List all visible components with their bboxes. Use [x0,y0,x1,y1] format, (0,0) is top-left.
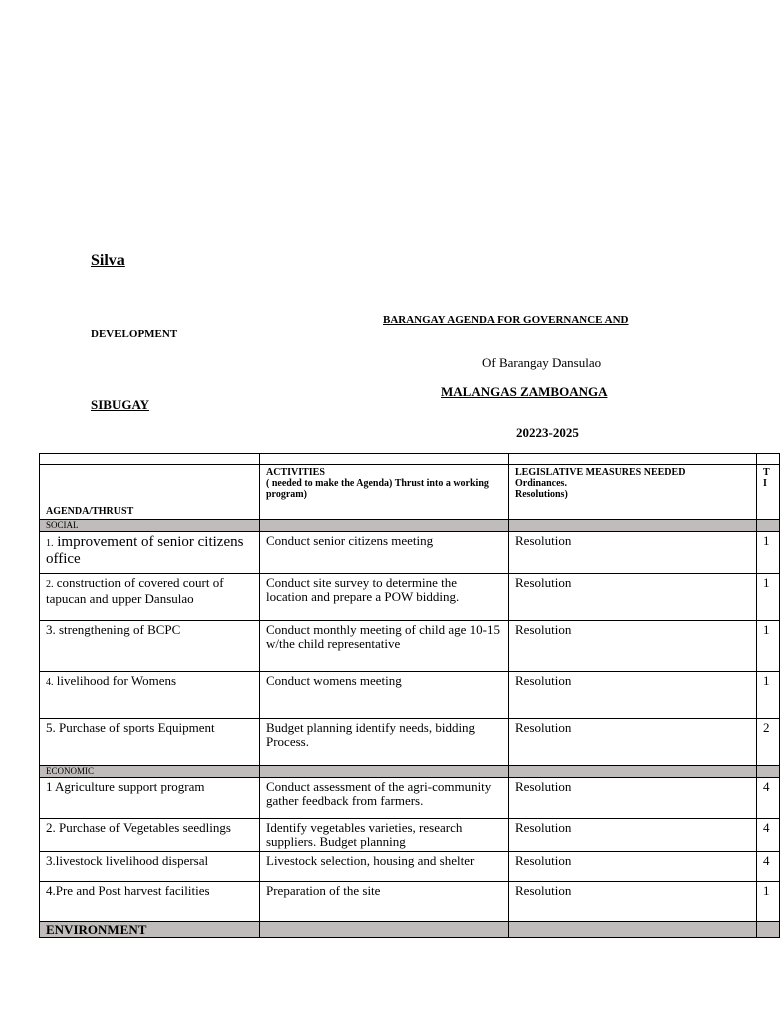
table-row [40,672,780,719]
section-cell [260,922,509,938]
agenda-cell [40,574,260,621]
activity-cell: Budget planning identify needs, bidding Process. [260,719,509,766]
header-legislative [509,465,757,520]
section-label: SOCIAL [40,520,260,532]
section-cell [509,520,757,532]
section-cell [757,766,780,778]
measure-cell: Resolution [509,574,757,621]
section-cell [757,922,780,938]
agenda-number: 4. [46,677,54,688]
activity-cell: Conduct womens meeting [260,672,509,719]
agenda-cell [40,882,260,922]
header-col4-partial2: I [763,478,767,489]
agenda-text: 3.livestock livelihood dispersal [46,853,209,868]
activity-cell: Preparation of the site [260,882,509,922]
agenda-table [39,453,780,938]
col4-cell: 1 [757,574,780,621]
location-line1: MALANGAS ZAMBOANGA [441,384,608,399]
agenda-cell [40,719,260,766]
agenda-cell [40,532,260,574]
header-activities-label: ACTIVITIES [266,467,325,478]
col4-cell: 4 [757,819,780,852]
agenda-text: 3. strengthening of BCPC [46,622,181,637]
table-row [40,532,780,574]
measure-cell: Resolution [509,819,757,852]
measure-cell: Resolution [509,621,757,672]
year-range: 20223-2025 [516,425,579,440]
table-spacer-row [40,454,780,465]
location-line2: SIBUGAY [91,397,150,412]
table-row [40,574,780,621]
measure-cell: Resolution [509,672,757,719]
section-cell [509,922,757,938]
table-row [40,621,780,672]
header-activities [260,465,509,520]
section-cell [509,766,757,778]
table-row [40,882,780,922]
activity-cell: Identify vegetables varieties, research suppliers. Budget planning [260,819,509,852]
agenda-text: 1 Agriculture support program [46,779,205,794]
measure-cell: Resolution [509,778,757,819]
section-row-economic [40,766,780,778]
section-row-social [40,520,780,532]
table-row [40,819,780,852]
header-col4 [757,465,780,520]
agenda-text: livelihood for Womens [53,673,177,688]
agenda-text: construction of covered court of tapucan and upper Dansulao [46,575,224,606]
agenda-cell [40,672,260,719]
agenda-cell [40,778,260,819]
measure-cell: Resolution [509,882,757,922]
agenda-text: 4.Pre and Post harvest facilities [46,883,210,898]
agenda-text: 2. Purchase of Vegetables seedlings [46,820,231,835]
activity-cell: Conduct assessment of the agri-community gather feedback from farmers. [260,778,509,819]
table-header-row [40,465,780,520]
header-agenda-thrust: AGENDA/THRUST [40,465,260,520]
col4-cell: 1 [757,672,780,719]
col4-cell: 2 [757,719,780,766]
header-col4-partial: T [763,467,770,478]
agenda-cell [40,819,260,852]
section-cell [260,766,509,778]
measure-cell: Resolution [509,852,757,882]
section-row-environment [40,922,780,938]
section-cell [260,520,509,532]
activity-cell: Conduct site survey to determine the location and prepare a POW bidding. [260,574,509,621]
document-subtitle: Of Barangay Dansulao [482,355,602,370]
document-author: Silva [91,252,125,269]
col4-cell: 1 [757,532,780,574]
header-legislative-note: Ordinances. Resolutions) [515,478,568,500]
document-title-line2: DEVELOPMENT [91,328,178,340]
measure-cell: Resolution [509,719,757,766]
document-title-line1: BARANGAY AGENDA FOR GOVERNANCE AND [383,314,629,326]
agenda-cell [40,852,260,882]
col4-cell: 1 [757,621,780,672]
section-label: ENVIRONMENT [40,922,260,938]
agenda-number: 1. [46,538,54,549]
col4-cell: 1 [757,882,780,922]
measure-cell: Resolution [509,532,757,574]
header-legislative-label: LEGISLATIVE MEASURES NEEDED [515,467,686,478]
header-activities-note: ( needed to make the Agenda) Thrust into a working program) [266,478,489,500]
activity-cell: Livestock selection, housing and shelter [260,852,509,882]
col4-cell: 4 [757,778,780,819]
agenda-text: improvement of senior citizens office [46,534,244,567]
section-label: ECONOMIC [40,766,260,778]
activity-cell: Conduct monthly meeting of child age 10-15 w/the child representative [260,621,509,672]
agenda-text: 5. Purchase of sports Equipment [46,720,215,735]
section-cell [757,520,780,532]
table-row [40,852,780,882]
agenda-cell [40,621,260,672]
table-row [40,778,780,819]
col4-cell: 4 [757,852,780,882]
agenda-number: 2. [46,579,54,590]
table-row [40,719,780,766]
activity-cell: Conduct senior citizens meeting [260,532,509,574]
